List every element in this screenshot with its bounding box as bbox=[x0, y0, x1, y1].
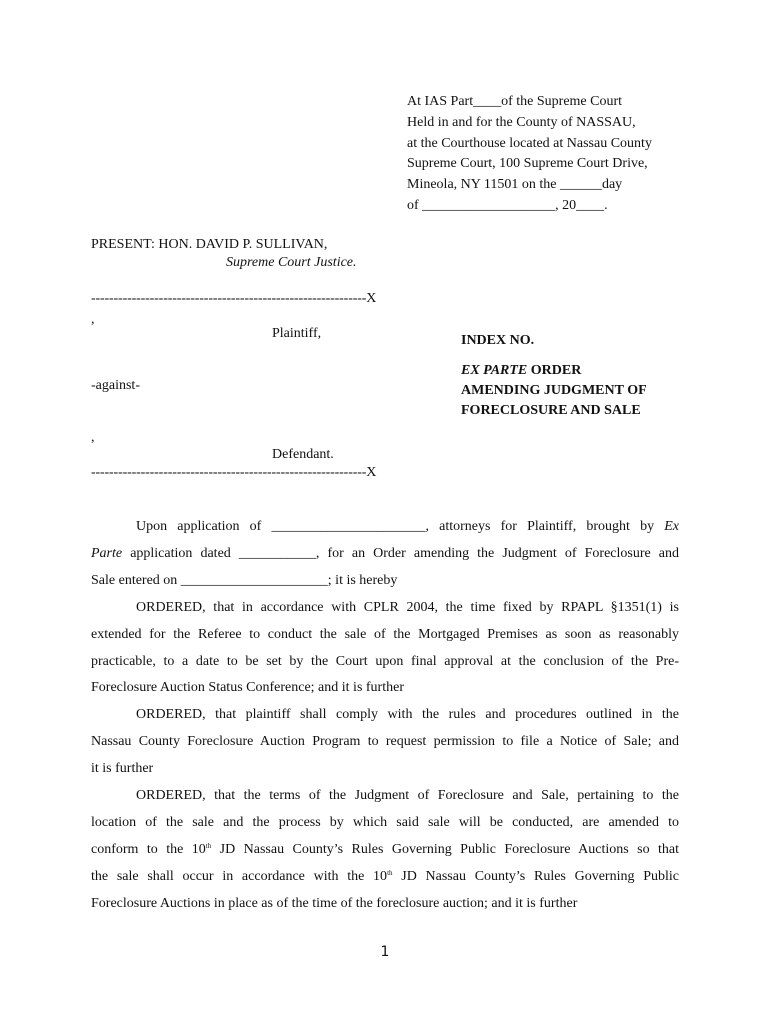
document-title bbox=[461, 361, 647, 421]
present-judge: PRESENT: HON. DAVID P. SULLIVAN, bbox=[91, 237, 328, 252]
body-line: ORDERED, that plaintiff shall comply with the rules and procedures outlined in the bbox=[136, 707, 679, 723]
body-line bbox=[91, 514, 679, 541]
index-number-label: INDEX NO. bbox=[461, 333, 535, 348]
body-text: Upon application of ______________________, attorneys for Plaintiff, brought by bbox=[136, 519, 665, 534]
caption-divider-bottom: -------------------------------------------------------------X bbox=[91, 465, 377, 480]
defendant-label: Defendant. bbox=[272, 447, 334, 462]
body-line: location of the sale and the process by which said sale will be conducted, are amended to bbox=[91, 814, 679, 830]
body-line: Nassau County Foreclosure Auction Program to request permission to file a Notice of Sale; and bbox=[91, 734, 679, 750]
body-text: conform to the 10 bbox=[91, 841, 206, 857]
body-text-italic: Parte bbox=[91, 545, 123, 561]
body-text: the sale shall occur in accordance with the 10 bbox=[91, 868, 388, 884]
body-line: Sale entered on _____________________; it is hereby bbox=[91, 572, 398, 588]
body-text: JD Nassau County’s Rules Governing Public Foreclosure Auctions so that bbox=[211, 841, 680, 857]
defendant-name-blank: , bbox=[91, 430, 95, 445]
body-line: Foreclosure Auctions in place as of the time of the foreclosure auction; and it is further bbox=[91, 895, 578, 911]
court-location-block bbox=[407, 92, 652, 217]
court-line: at the Courthouse located at Nassau County bbox=[407, 135, 652, 151]
body-line: ORDERED, that in accordance with CPLR 2004, the time fixed by RPAPL §1351(1) is bbox=[136, 599, 679, 615]
body-line: practicable, to a date to be set by the Court upon final approval at the conclusion of the Pre- bbox=[91, 653, 679, 669]
court-line: Supreme Court, 100 Supreme Court Drive, bbox=[407, 156, 648, 172]
body-line: extended for the Referee to conduct the sale of the Mortgaged Premises as soon as reasonably bbox=[91, 626, 679, 642]
caption-divider-top: -------------------------------------------------------------X bbox=[91, 291, 377, 306]
body-line: ORDERED, that the terms of the Judgment of Foreclosure and Sale, pertaining to the bbox=[136, 788, 679, 804]
page-number: 1 bbox=[380, 944, 390, 960]
court-line: At IAS Part____of the Supreme Court bbox=[407, 94, 623, 109]
title-line: FORECLOSURE AND SALE bbox=[461, 403, 641, 418]
body-text: application dated ___________, for an Order amending the Judgment of Foreclosure and bbox=[122, 545, 679, 561]
body-line: Foreclosure Auction Status Conference; and it is further bbox=[91, 680, 404, 696]
body-text-italic: Ex bbox=[664, 519, 679, 534]
title-order: ORDER bbox=[527, 363, 582, 378]
body-line bbox=[91, 864, 679, 891]
title-ex-parte: EX PARTE bbox=[461, 363, 528, 378]
body-line bbox=[91, 541, 679, 568]
title-line: AMENDING JUDGMENT OF bbox=[461, 383, 647, 398]
against-label: -against- bbox=[91, 378, 140, 393]
court-line: of ___________________, 20____. bbox=[407, 197, 608, 213]
superscript: th bbox=[387, 868, 393, 877]
body-text: JD Nassau County’s Rules Governing Public bbox=[392, 868, 679, 884]
body-line: it is further bbox=[91, 761, 154, 777]
plaintiff-label: Plaintiff, bbox=[272, 326, 322, 341]
superscript: th bbox=[205, 841, 212, 850]
court-line: Mineola, NY 11501 on the ______day bbox=[407, 177, 623, 193]
order-body bbox=[91, 514, 679, 918]
justice-title: Supreme Court Justice. bbox=[226, 255, 357, 270]
body-line bbox=[91, 837, 679, 864]
court-line: Held in and for the County of NASSAU, bbox=[407, 114, 636, 130]
plaintiff-name-blank: , bbox=[91, 312, 95, 327]
